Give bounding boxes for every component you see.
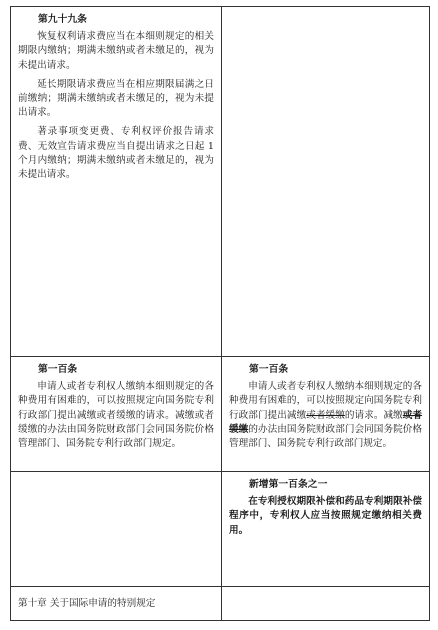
article-title: 第一百条 [249,364,289,375]
left-cell-article-100 [11,357,222,472]
comparison-table [10,6,430,621]
right-cell-article-100 [222,357,430,472]
table-row [11,472,430,587]
text-segment: 申请人或者专利权人缴纳本细则规定的各种费用有困难的，可以按照规定向国务院专利行政部门提出减缴 [229,381,422,421]
article-title: 新增第一百条之一 [249,479,328,490]
table-row [11,7,430,357]
article-paragraph: 恢复权利请求费应当在本细则规定的相关期限内缴纳；期满未缴纳或者未缴足的，视为未提出请求。 [18,31,214,71]
article-paragraph-revised [229,380,422,451]
deleted-text: 或者缓缴 [229,409,423,435]
right-cell-empty [222,587,430,621]
chapter-heading: 第十章 关于国际申请的特别规定 [18,598,156,610]
deleted-text: 或者缓缴 [306,409,345,421]
article-paragraph-new: 在专利授权期限补偿和药品专利期限补偿程序中，专利权人应当按照规定缴纳相关费用。 [229,496,422,536]
article-paragraph: 延长期限请求费应当在相应期限届满之日前缴纳；期满未缴纳或者未缴足的，视为未提出请求。 [18,78,214,119]
left-cell-chapter [11,587,222,621]
left-cell-article-99 [11,7,222,357]
right-cell-empty [222,7,430,357]
table-row [11,587,430,621]
text-segment: 的办法由国务院财政部门会同国务院价格管理部门、国务院专利行政部门规定。 [229,423,423,450]
right-cell-new-article [222,472,430,587]
table-row [11,357,430,472]
article-paragraph: 申请人或者专利权人缴纳本细则规定的各种费用有困难的，可以按照规定向国务院专利行政部门提出减缴或者缓缴的请求。减缴或者缓缴的办法由国务院财政部门会同国务院价格管理部门、国务院专利行政部门规定。 [18,381,214,450]
article-title: 第一百条 [38,364,78,375]
article-paragraph: 著录事项变更费、专利权评价报告请求费、无效宣告请求费应当自提出请求之日起 1 个月内缴纳；期满未缴纳或者未缴足的，视为未提出请求。 [18,126,214,181]
left-cell-empty [11,472,222,587]
article-title: 第九十九条 [38,14,87,25]
text-segment: 的请求。减缴 [344,409,403,421]
